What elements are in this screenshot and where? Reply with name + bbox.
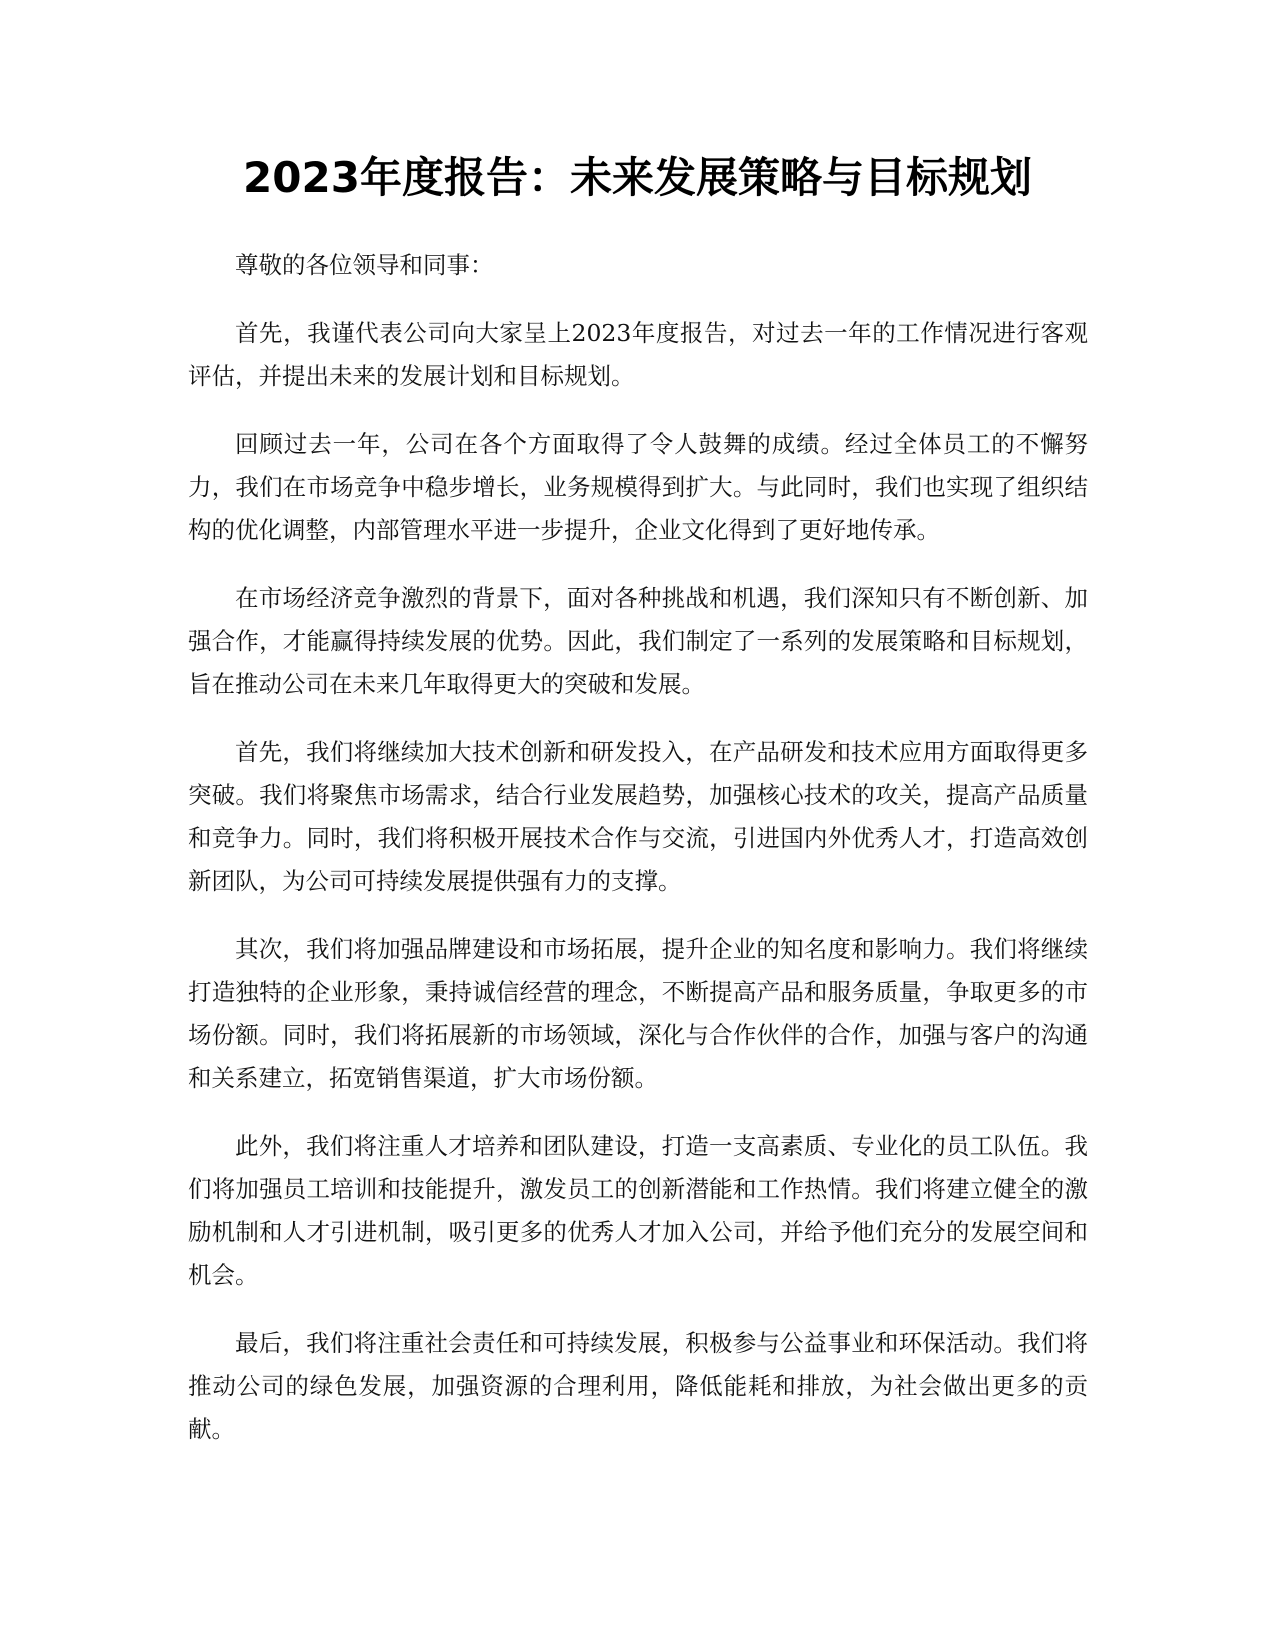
talent-paragraph: 此外，我们将注重人才培养和团队建设，打造一支高素质、专业化的员工队伍。我们将加强员工培训和技能提升，激发员工的创新潜能和工作热情。我们将建立健全的激励机制和人才引进机制，吸引更多的优秀人才加入公司，并给予他们充分的发展空间和机会。 <box>188 1132 1088 1289</box>
document-body <box>188 244 1088 1476</box>
document-title: 2023年度报告：未来发展策略与目标规划 <box>243 153 1032 202</box>
context-paragraph: 在市场经济竞争激烈的背景下，面对各种挑战和机遇，我们深知只有不断创新、加强合作，才能赢得持续发展的优势。因此，我们制定了一系列的发展策略和目标规划，旨在推动公司在未来几年取得更大的突破和发展。 <box>188 584 1088 698</box>
salutation-paragraph: 尊敬的各位领导和同事： <box>235 251 494 279</box>
technology-paragraph: 首先，我们将继续加大技术创新和研发投入，在产品研发和技术应用方面取得更多突破。我们将聚焦市场需求，结合行业发展趋势，加强核心技术的攻关，提高产品质量和竞争力。同时，我们将积极开展技术合作与交流，引进国内外优秀人才，打造高效创新团队，为公司可持续发展提供强有力的支撑。 <box>188 738 1088 895</box>
review-paragraph: 回顾过去一年，公司在各个方面取得了令人鼓舞的成绩。经过全体员工的不懈努力，我们在市场竞争中稳步增长，业务规模得到扩大。与此同时，我们也实现了组织结构的优化调整，内部管理水平进一步提升，企业文化得到了更好地传承。 <box>188 430 1088 544</box>
intro-paragraph: 首先，我谨代表公司向大家呈上2023年度报告，对过去一年的工作情况进行客观评估，并提出未来的发展计划和目标规划。 <box>188 319 1088 390</box>
responsibility-paragraph: 最后，我们将注重社会责任和可持续发展，积极参与公益事业和环保活动。我们将推动公司的绿色发展，加强资源的合理利用，降低能耗和排放，为社会做出更多的贡献。 <box>188 1329 1088 1443</box>
brand-paragraph: 其次，我们将加强品牌建设和市场拓展，提升企业的知名度和影响力。我们将继续打造独特的企业形象，秉持诚信经营的理念，不断提高产品和服务质量，争取更多的市场份额。同时，我们将拓展新的市场领域，深化与合作伙伴的合作，加强与客户的沟通和关系建立，拓宽销售渠道，扩大市场份额。 <box>188 935 1088 1092</box>
